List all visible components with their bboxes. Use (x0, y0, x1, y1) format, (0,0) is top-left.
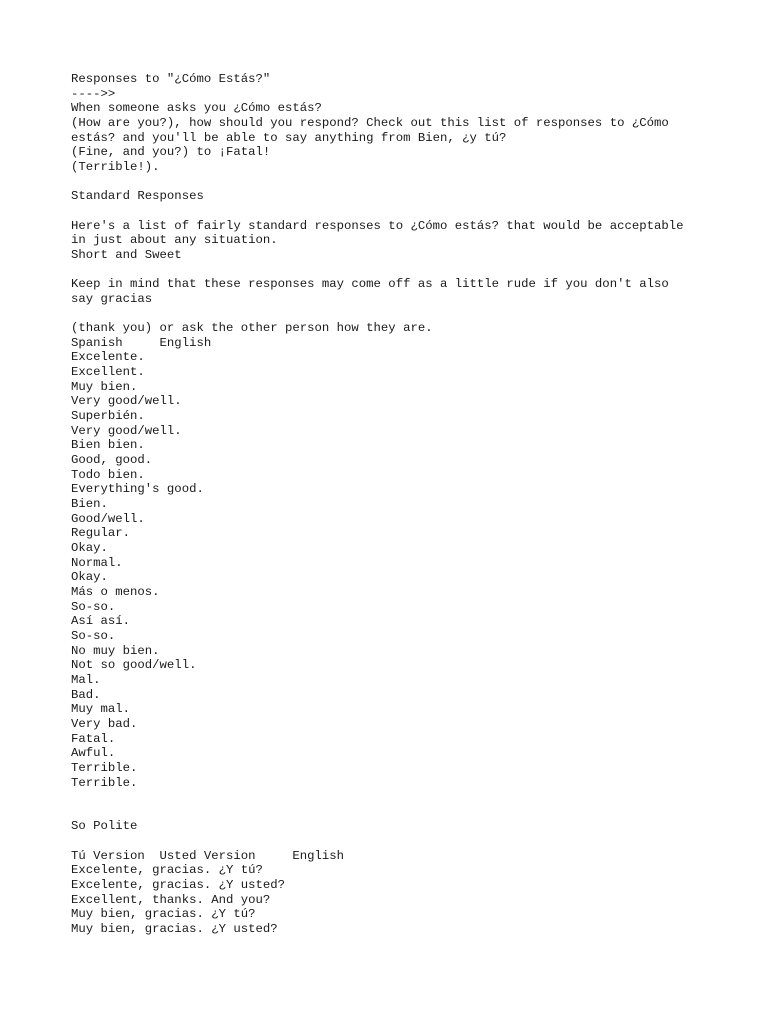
note-line: (thank you) or ask the other person how they are. (71, 321, 433, 336)
section-heading-standard: Standard Responses (71, 189, 204, 204)
table-row: Very good/well. (71, 394, 182, 409)
table-row: Everything's good. (71, 482, 204, 497)
section-intro-line: in just about any situation. (71, 233, 278, 248)
table-row: Very bad. (71, 716, 138, 731)
document-page (71, 72, 731, 937)
table-row: Okay. (71, 541, 108, 555)
intro-line: (Fine, and you?) to ¡Fatal! (71, 145, 271, 160)
section-intro-line: Here's a list of fairly standard responses to ¿Cómo estás? that would be acceptable (71, 218, 684, 233)
responses-table (71, 350, 731, 790)
intro-line: (How are you?), how should you respond? Check out this list of responses to ¿Cómo (71, 115, 669, 130)
table-row: Excelente, gracias. ¿Y tú? (71, 863, 263, 878)
table-row: Más o menos. (71, 584, 160, 599)
table-row: Bien. (71, 497, 108, 512)
table-row: Awful. (71, 746, 116, 761)
table-row: Muy mal. (71, 702, 131, 717)
table-row: Terrible. (71, 760, 138, 775)
polite-table (71, 863, 731, 936)
subheading-short-and-sweet: Short and Sweet (71, 247, 182, 262)
spacer (71, 263, 731, 278)
table-row: Regular. (71, 526, 131, 541)
spacer (71, 204, 731, 219)
spacer (71, 307, 731, 322)
spacer (71, 175, 731, 190)
table-row: Muy bien, gracias. ¿Y tú? (71, 907, 256, 922)
table-row: Okay. (71, 570, 108, 585)
intro-line: (Terrible!). (71, 159, 160, 174)
table-row: Very good/well. (71, 423, 182, 438)
table-row: Así así. (71, 614, 131, 629)
note-line: say gracias (71, 291, 153, 306)
table-row: Fatal. (71, 731, 116, 746)
table-header: Spanish English (71, 335, 212, 350)
note-line: Keep in mind that these responses may come off as a little rude if you don't also (71, 277, 669, 292)
table-row: Normal. (71, 555, 123, 570)
table-row: Bad. (71, 687, 101, 702)
section-heading-polite: So Polite (71, 819, 138, 834)
table-row: Excelente. (71, 350, 145, 365)
table-row: Good, good. (71, 453, 153, 468)
table-row: Superbién. (71, 409, 145, 424)
table-row: Excellent. (71, 365, 145, 380)
intro-line: estás? and you'll be able to say anything from Bien, ¿y tú? (71, 130, 507, 145)
spacer (71, 805, 731, 820)
table-row: Muy bien, gracias. ¿Y usted? (71, 922, 278, 937)
table-row: No muy bien. (71, 643, 160, 658)
table-row: Mal. (71, 672, 101, 687)
table-row: Terrible. (71, 775, 138, 790)
table-row: So-so. (71, 628, 116, 643)
table-row: Not so good/well. (71, 658, 197, 673)
table-row: Good/well. (71, 511, 145, 526)
intro-line: When someone asks you ¿Cómo estás? (71, 101, 322, 116)
table-header: Tú Version Usted Version English (71, 848, 345, 863)
arrow-text: ---->> (71, 86, 116, 101)
table-row: Excelente, gracias. ¿Y usted? (71, 878, 286, 893)
table-row: Todo bien. (71, 467, 145, 482)
spacer (71, 834, 731, 849)
table-row: So-so. (71, 599, 116, 614)
document-title: Responses to "¿Cómo Estás?" (71, 72, 271, 86)
table-row: Muy bien. (71, 379, 138, 394)
spacer (71, 790, 731, 805)
table-row: Bien bien. (71, 438, 145, 453)
table-row: Excellent, thanks. And you? (71, 892, 271, 907)
